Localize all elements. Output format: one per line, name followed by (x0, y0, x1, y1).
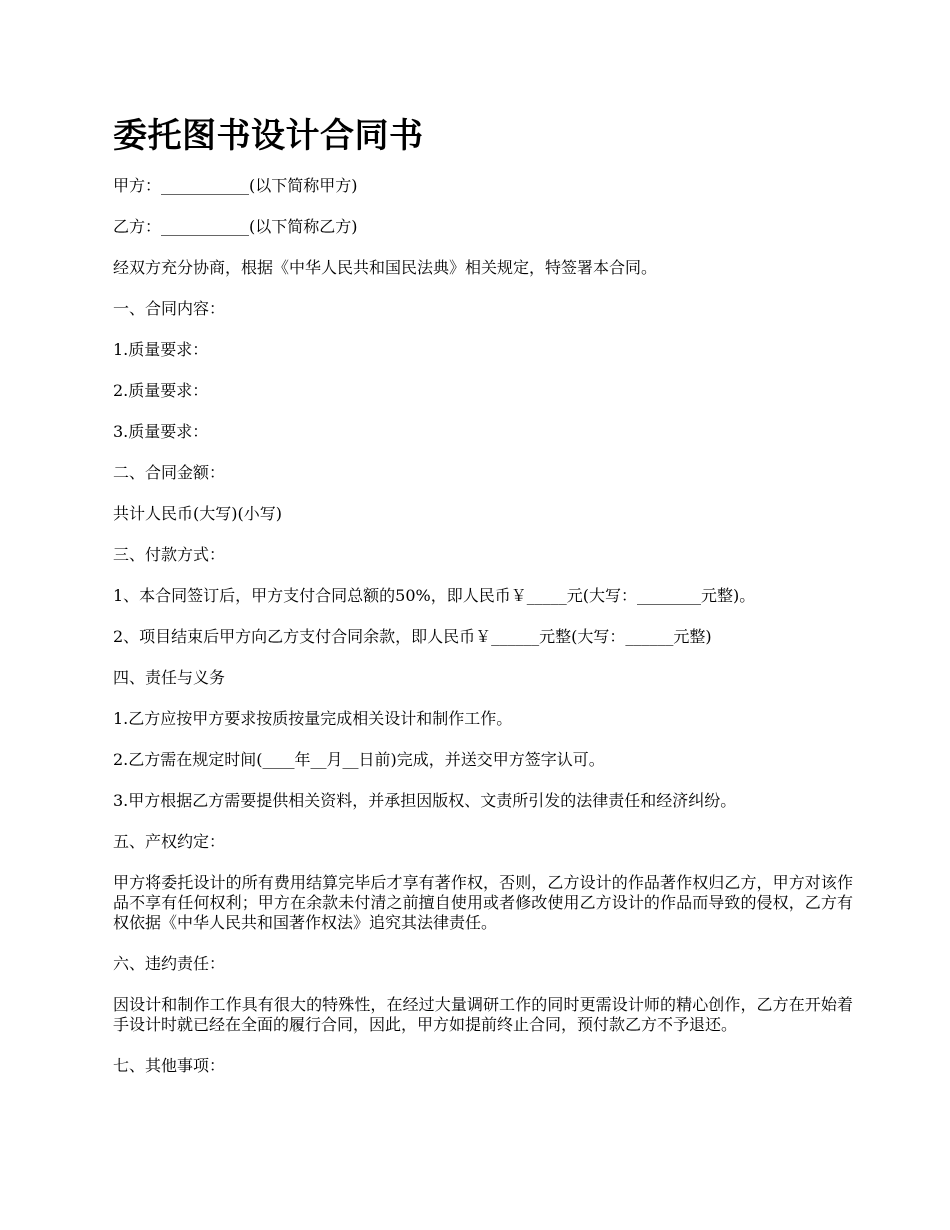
quality-requirement-2: 2.质量要求： (113, 381, 209, 400)
section-heading-contract-amount: 二、合同金额： (113, 463, 226, 482)
document-page (113, 110, 853, 1097)
section-heading-payment-method: 三、付款方式： (113, 545, 226, 564)
responsibility-clause-1: 1.乙方应按甲方要求按质按量完成相关设计和制作工作。 (113, 709, 513, 728)
quality-requirement-3: 3.质量要求： (113, 422, 209, 441)
section-heading-property-rights: 五、产权约定： (113, 832, 226, 851)
total-amount-line: 共计人民币(大写)(小写) (113, 504, 282, 523)
party-a-line: 甲方：___________(以下简称甲方) (113, 176, 358, 195)
responsibility-clause-2: 2.乙方需在规定时间(____年__月__日前)完成，并送交甲方签字认可。 (113, 750, 605, 769)
party-b-line: 乙方：___________(以下简称乙方) (113, 217, 358, 236)
preamble: 经双方充分协商，根据《中华人民共和国民法典》相关规定，特签署本合同。 (113, 258, 658, 277)
document-title: 委托图书设计合同书 (113, 116, 424, 156)
responsibility-clause-3: 3.甲方根据乙方需要提供相关资料，并承担因版权、文责所引发的法律责任和经济纠纷。 (113, 791, 737, 810)
section-heading-breach-liability: 六、违约责任： (113, 954, 226, 973)
section-heading-other-matters: 七、其他事项： (113, 1056, 226, 1075)
breach-liability-clause: 因设计和制作工作具有很大的特殊性，在经过大量调研工作的同时更需设计师的精心创作，乙方在开始着手设计时就已经在全面的履行合同，因此，甲方如提前终止合同，预付款乙方不予退还。 (113, 995, 853, 1034)
section-heading-responsibilities: 四、责任与义务 (113, 668, 226, 687)
quality-requirement-1: 1.质量要求： (113, 340, 209, 359)
property-rights-clause: 甲方将委托设计的所有费用结算完毕后才享有著作权，否则，乙方设计的作品著作权归乙方，甲方对该作品不享有任何权利；甲方在余款未付清之前擅自使用或者修改使用乙方设计的作品而导致的侵权，乙方有权依据《中华人民共和国著作权法》追究其法律责任。 (113, 873, 853, 932)
payment-clause-1: 1、本合同签订后，甲方支付合同总额的50%，即人民币￥_____元(大写：________元整)。 (113, 586, 756, 605)
section-heading-contract-content: 一、合同内容： (113, 299, 226, 318)
payment-clause-2: 2、项目结束后甲方向乙方支付合同余款，即人民币￥______元整(大写：______元整) (113, 627, 712, 646)
